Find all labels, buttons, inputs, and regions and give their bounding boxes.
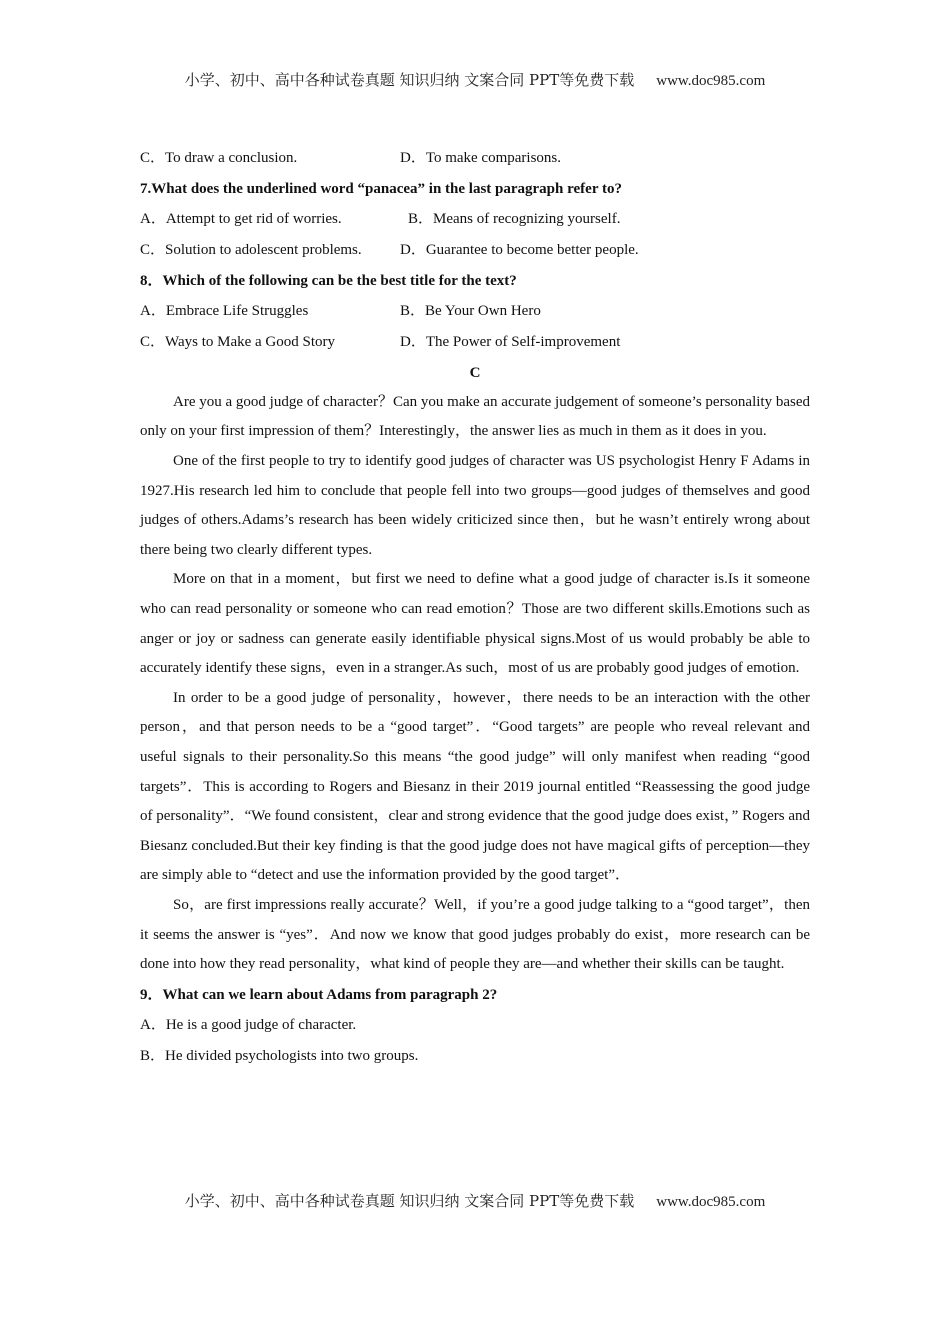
q8-option-a: A．Embrace Life Struggles bbox=[140, 303, 309, 320]
q8-option-b: B．Be Your Own Hero bbox=[400, 303, 541, 320]
q6-options-cd bbox=[140, 143, 810, 174]
passage-paragraph-4: In order to be a good judge of personality，however，there needs to be an interaction with the other person，and that person needs to be a “good target”．“Good targets” are people who reveal relevant and useful signals to their personality.So this means “the good judge” will only manifest when reading “good targets”．This is according to Rogers and Biesanz in their 2019 journal entitled “Reassessing the good judge of personality”．“We found consistent，clear and strong evidence that the good judge does exist，” Rogers and Biesanz concluded.But their key finding is that the good judge does not have magical gifts of perception—they are simply able to “detect and use the information provided by the good target”． bbox=[140, 689, 810, 884]
passage-paragraph-2: One of the first people to try to identify good judges of character was US psychologist Henry F Adams in 1927.His research led him to conclude that people fell into two groups—good judges of themselves and good judges of others.Adams’s research has been widely criticized since then，but he wasn’t entirely wrong about there being two clearly different types. bbox=[140, 453, 810, 558]
passage-paragraph-5: So，are first impressions really accurate？Well，if you’re a good judge talking to a “good target”，then it seems the answer is “yes”．And now we know that good judges probably do exist，more research can be done into how they read personality，what kind of people they are—and whether their skills can be taught. bbox=[140, 896, 810, 973]
q7-option-b: B．Means of recognizing yourself. bbox=[408, 211, 621, 228]
header-text: 小学、初中、高中各种试卷真题 知识归纳 文案合同 PPT等免费下载 bbox=[184, 71, 635, 89]
passage-paragraph-3: More on that in a moment，but first we need to define what a good judge of character is.Is it someone who can read personality or someone who can read emotion？Those are two different skills.Emotions such as anger or joy or sadness can generate easily identifiable physical signs.Most of us would probably be able to accurately identify these signs，even in a stranger.As such，most of us are probably good judges of emotion. bbox=[140, 571, 810, 677]
passage-paragraph-1: Are you a good judge of character？Can you make an accurate judgement of someone’s personality based only on your first impression of them？Interestingly，the answer lies as much in them as it does in you. bbox=[140, 393, 810, 440]
q8-option-c: C．Ways to Make a Good Story bbox=[140, 334, 336, 351]
q7-option-a: A．Attempt to get rid of worries. bbox=[140, 211, 342, 228]
header-site: www.doc985.com bbox=[656, 73, 766, 89]
section-label: C bbox=[469, 364, 481, 381]
q8-question: 8．Which of the following can be the best title for the text? bbox=[140, 272, 517, 289]
q9-option-a: A．He is a good judge of character. bbox=[140, 1017, 357, 1034]
page-footer bbox=[0, 1190, 950, 1211]
q8-options-cd bbox=[140, 327, 810, 358]
page-header bbox=[0, 69, 950, 90]
document-body bbox=[140, 143, 810, 1071]
footer-text: 小学、初中、高中各种试卷真题 知识归纳 文案合同 PPT等免费下载 bbox=[184, 1192, 635, 1210]
q6-option-d: D．To make comparisons. bbox=[400, 150, 562, 166]
q7-options-cd bbox=[140, 235, 810, 266]
q7-option-d: D．Guarantee to become better people. bbox=[400, 242, 639, 259]
q9-question: 9．What can we learn about Adams from paragraph 2? bbox=[140, 986, 498, 1003]
q7-options-ab bbox=[140, 204, 810, 235]
q9-option-b: B．He divided psychologists into two groups. bbox=[140, 1047, 419, 1064]
q7-option-c: C．Solution to adolescent problems. bbox=[140, 242, 362, 259]
q8-options-ab bbox=[140, 296, 810, 327]
footer-site: www.doc985.com bbox=[656, 1194, 766, 1210]
q6-option-c: C．To draw a conclusion. bbox=[140, 150, 298, 166]
q7-question: 7.What does the underlined word “panacea” in the last paragraph refer to? bbox=[140, 180, 622, 197]
q8-option-d: D．The Power of Self-improvement bbox=[400, 334, 621, 351]
